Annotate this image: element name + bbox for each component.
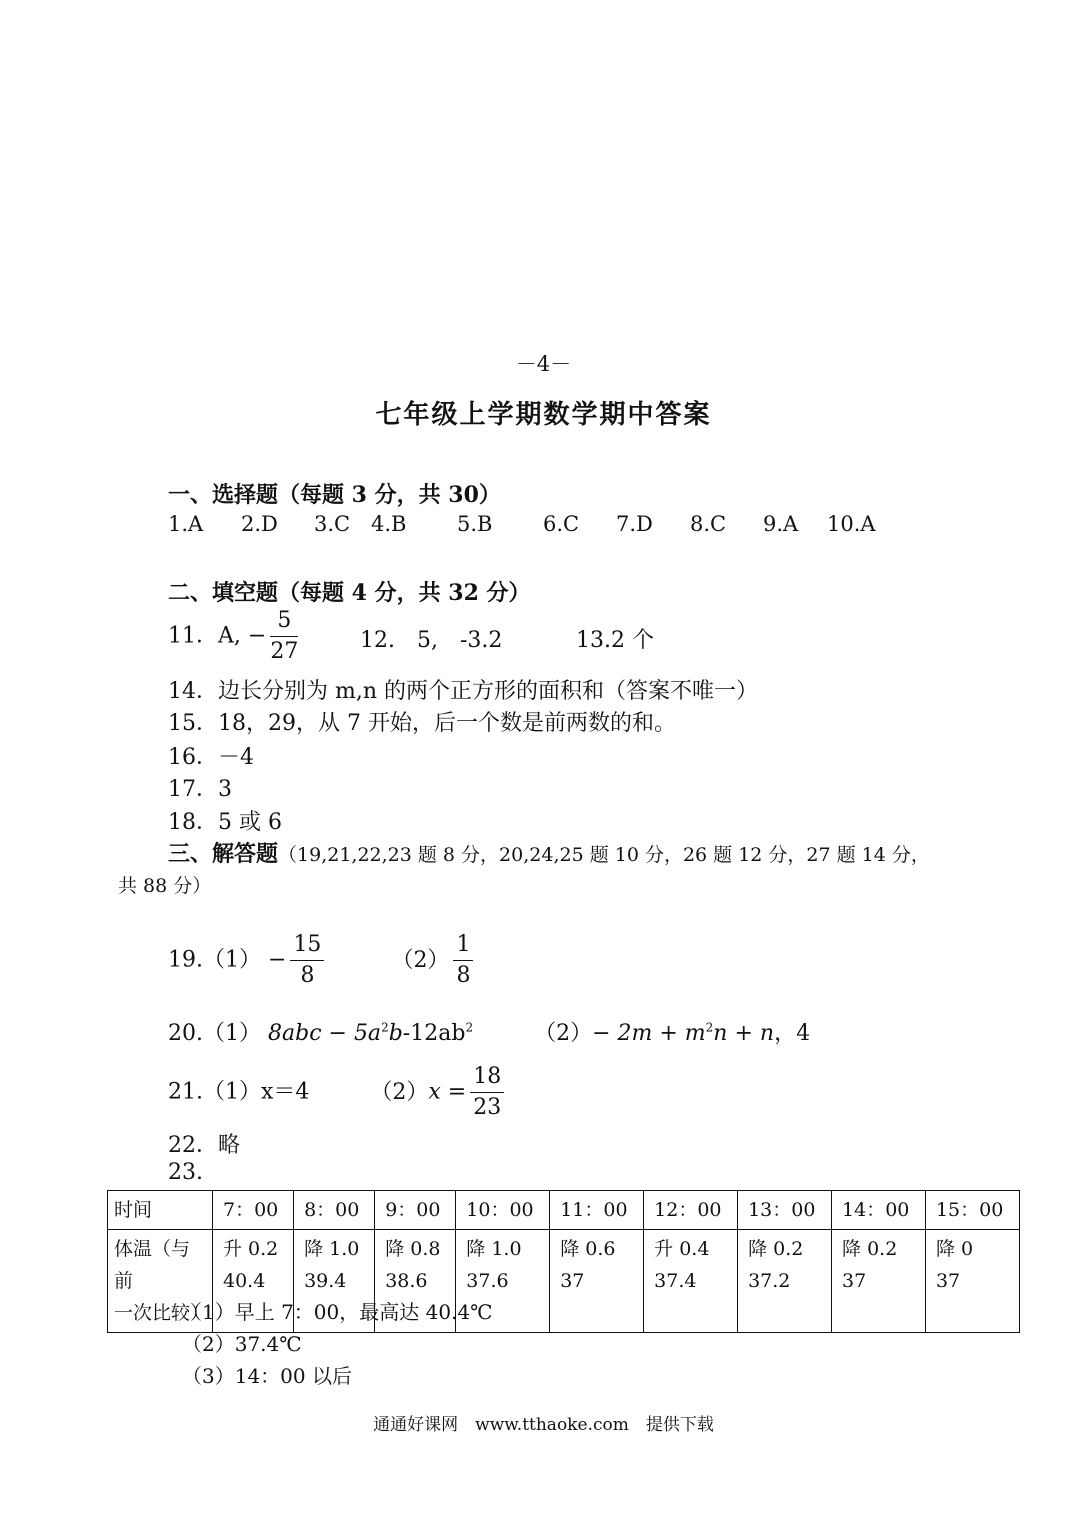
q21-2-var: x =	[428, 1079, 467, 1105]
mc-answer: 2.D	[241, 512, 278, 536]
q20-2-exp: 2	[705, 1020, 714, 1035]
page-title: 七年级上学期数学期中答案	[375, 400, 712, 430]
q11-answer	[168, 606, 302, 667]
section3-heading: 三、解答题	[168, 841, 279, 867]
q20-1-exp2: 2	[465, 1020, 474, 1035]
temp-value: 38.6	[385, 1270, 428, 1292]
time-cell: 15：00	[925, 1191, 1019, 1230]
q21-2-fraction	[470, 1062, 504, 1123]
q19-label: 19.（1）	[168, 947, 261, 973]
temp-row-label-line2: 一次比较）	[114, 1302, 210, 1324]
q11-numerator: 5	[270, 606, 298, 637]
q20-2-expr-b: n + n	[713, 1021, 775, 1046]
change-value: 降 1.0	[466, 1238, 522, 1260]
q22-answer: 22．略	[168, 1133, 240, 1158]
temp-cell	[644, 1230, 738, 1333]
mc-answer: 6.C	[543, 512, 580, 536]
temp-value: 37	[842, 1270, 867, 1292]
q19-1-fraction	[290, 930, 324, 991]
q21-1: 21.（1）x＝4	[168, 1079, 310, 1105]
temp-cell	[925, 1230, 1019, 1333]
q20-1-exp1: 2	[381, 1020, 389, 1035]
change-value: 降 1.0	[304, 1238, 360, 1260]
temp-value: 37	[935, 1270, 961, 1292]
q21-2-numerator: 18	[470, 1062, 504, 1093]
change-value: 升 0.2	[223, 1238, 279, 1260]
temp-value: 37.4	[654, 1270, 697, 1292]
q20-label: 20.（1）	[168, 1021, 261, 1046]
section3-note-cont: 共 88 分）	[118, 875, 212, 897]
q21-2-label: （2）	[370, 1079, 429, 1105]
change-value: 降 0	[935, 1238, 974, 1260]
mc-answer: 3.C	[314, 512, 351, 536]
section3-header	[168, 837, 930, 868]
q20-2-expr-c: ，4	[774, 1021, 811, 1046]
time-cell: 9：00	[375, 1191, 456, 1230]
mc-answer: 10.A	[827, 512, 876, 536]
q19-2-label: （2）	[391, 947, 450, 973]
time-cell: 11：00	[550, 1191, 644, 1230]
time-cell: 12：00	[644, 1191, 738, 1230]
change-value: 升 0.4	[654, 1238, 710, 1260]
table-row	[108, 1191, 1020, 1230]
footer: 通通好课网 www.tthaoke.com 提供下载	[373, 1415, 714, 1435]
page-number: －4－	[515, 352, 572, 376]
time-cell: 10：00	[456, 1191, 550, 1230]
q17-answer: 17．3	[168, 777, 232, 802]
mc-answer: 7.D	[616, 512, 653, 536]
mc-answers	[168, 512, 876, 536]
q21-answer	[168, 1062, 508, 1123]
q19-1-sign: −	[268, 947, 287, 973]
change-value: 降 0.2	[748, 1238, 804, 1260]
temp-value: 37	[560, 1270, 585, 1292]
q20-answer	[168, 1016, 810, 1047]
q19-2-fraction	[453, 930, 473, 991]
q20-1-expr-a: 8abc − 5a	[268, 1021, 382, 1046]
q15-answer: 15．18，29，从 7 开始，后一个数是前两数的和。	[168, 711, 676, 736]
temp-cell	[738, 1230, 832, 1333]
temp-value: 37.2	[748, 1270, 791, 1292]
temp-cell	[550, 1230, 644, 1333]
q23-answer-3: （3）14：00 以后	[182, 1364, 352, 1388]
mc-answer: 5.B	[457, 512, 493, 536]
q11-denominator: 27	[270, 639, 299, 664]
q20-2-expr-a: − 2m + m	[592, 1021, 706, 1046]
q12-answer: 12. 5, -3.2	[360, 628, 503, 653]
temp-value: 39.4	[304, 1270, 347, 1292]
time-cell: 13：00	[738, 1191, 832, 1230]
mc-answer: 4.B	[371, 512, 407, 536]
q20-2-label: （2）	[534, 1021, 593, 1046]
temp-row-label-line1: 体温（与前	[114, 1238, 191, 1292]
change-value: 降 0.8	[385, 1238, 441, 1260]
q13-answer: 13.2 个	[576, 628, 654, 653]
table-header-label: 时间	[108, 1191, 213, 1230]
q11-sign: −	[247, 623, 267, 649]
q19-1-denominator: 8	[300, 963, 315, 988]
temp-value: 37.6	[466, 1270, 509, 1292]
mc-answer: 9.A	[763, 512, 799, 536]
temp-cell	[832, 1230, 926, 1333]
time-cell: 7：00	[213, 1191, 294, 1230]
q23-answer-1: （1）早上 7：00，最高达 40.4℃	[182, 1300, 493, 1324]
change-value: 降 0.6	[560, 1238, 616, 1260]
mc-answer: 1.A	[168, 512, 204, 536]
time-cell: 8：00	[294, 1191, 375, 1230]
q11-prefix: 11．A,	[168, 623, 241, 649]
q20-1-expr-c: -12ab	[402, 1021, 466, 1046]
q23-answer-2: （2）37.4℃	[182, 1332, 302, 1356]
q16-answer: 16．－4	[168, 745, 254, 770]
q23-label: 23.	[168, 1160, 203, 1185]
q21-2-denominator: 23	[473, 1095, 502, 1120]
mc-answer: 8.C	[690, 512, 727, 536]
q11-fraction	[270, 606, 298, 667]
q19-answer	[168, 930, 477, 991]
section3-note: （19,21,22,23 题 8 分，20,24,25 题 10 分，26 题 12 分，27 题 14 分，	[278, 844, 930, 866]
q19-2-denominator: 8	[456, 963, 471, 988]
section2-heading: 二、填空题（每题 4 分，共 32 分）	[168, 580, 531, 606]
section1-heading: 一、选择题（每题 3 分，共 30）	[168, 482, 501, 508]
time-cell: 14：00	[832, 1191, 926, 1230]
q19-2-numerator: 1	[453, 930, 473, 961]
temp-value: 40.4	[223, 1270, 266, 1292]
q19-1-numerator: 15	[290, 930, 324, 961]
q20-1-expr-b: b	[388, 1021, 403, 1046]
q14-answer: 14．边长分别为 m,n 的两个正方形的面积和（答案不唯一）	[168, 679, 759, 704]
q18-answer: 18．5 或 6	[168, 810, 282, 835]
change-value: 降 0.2	[842, 1238, 898, 1260]
